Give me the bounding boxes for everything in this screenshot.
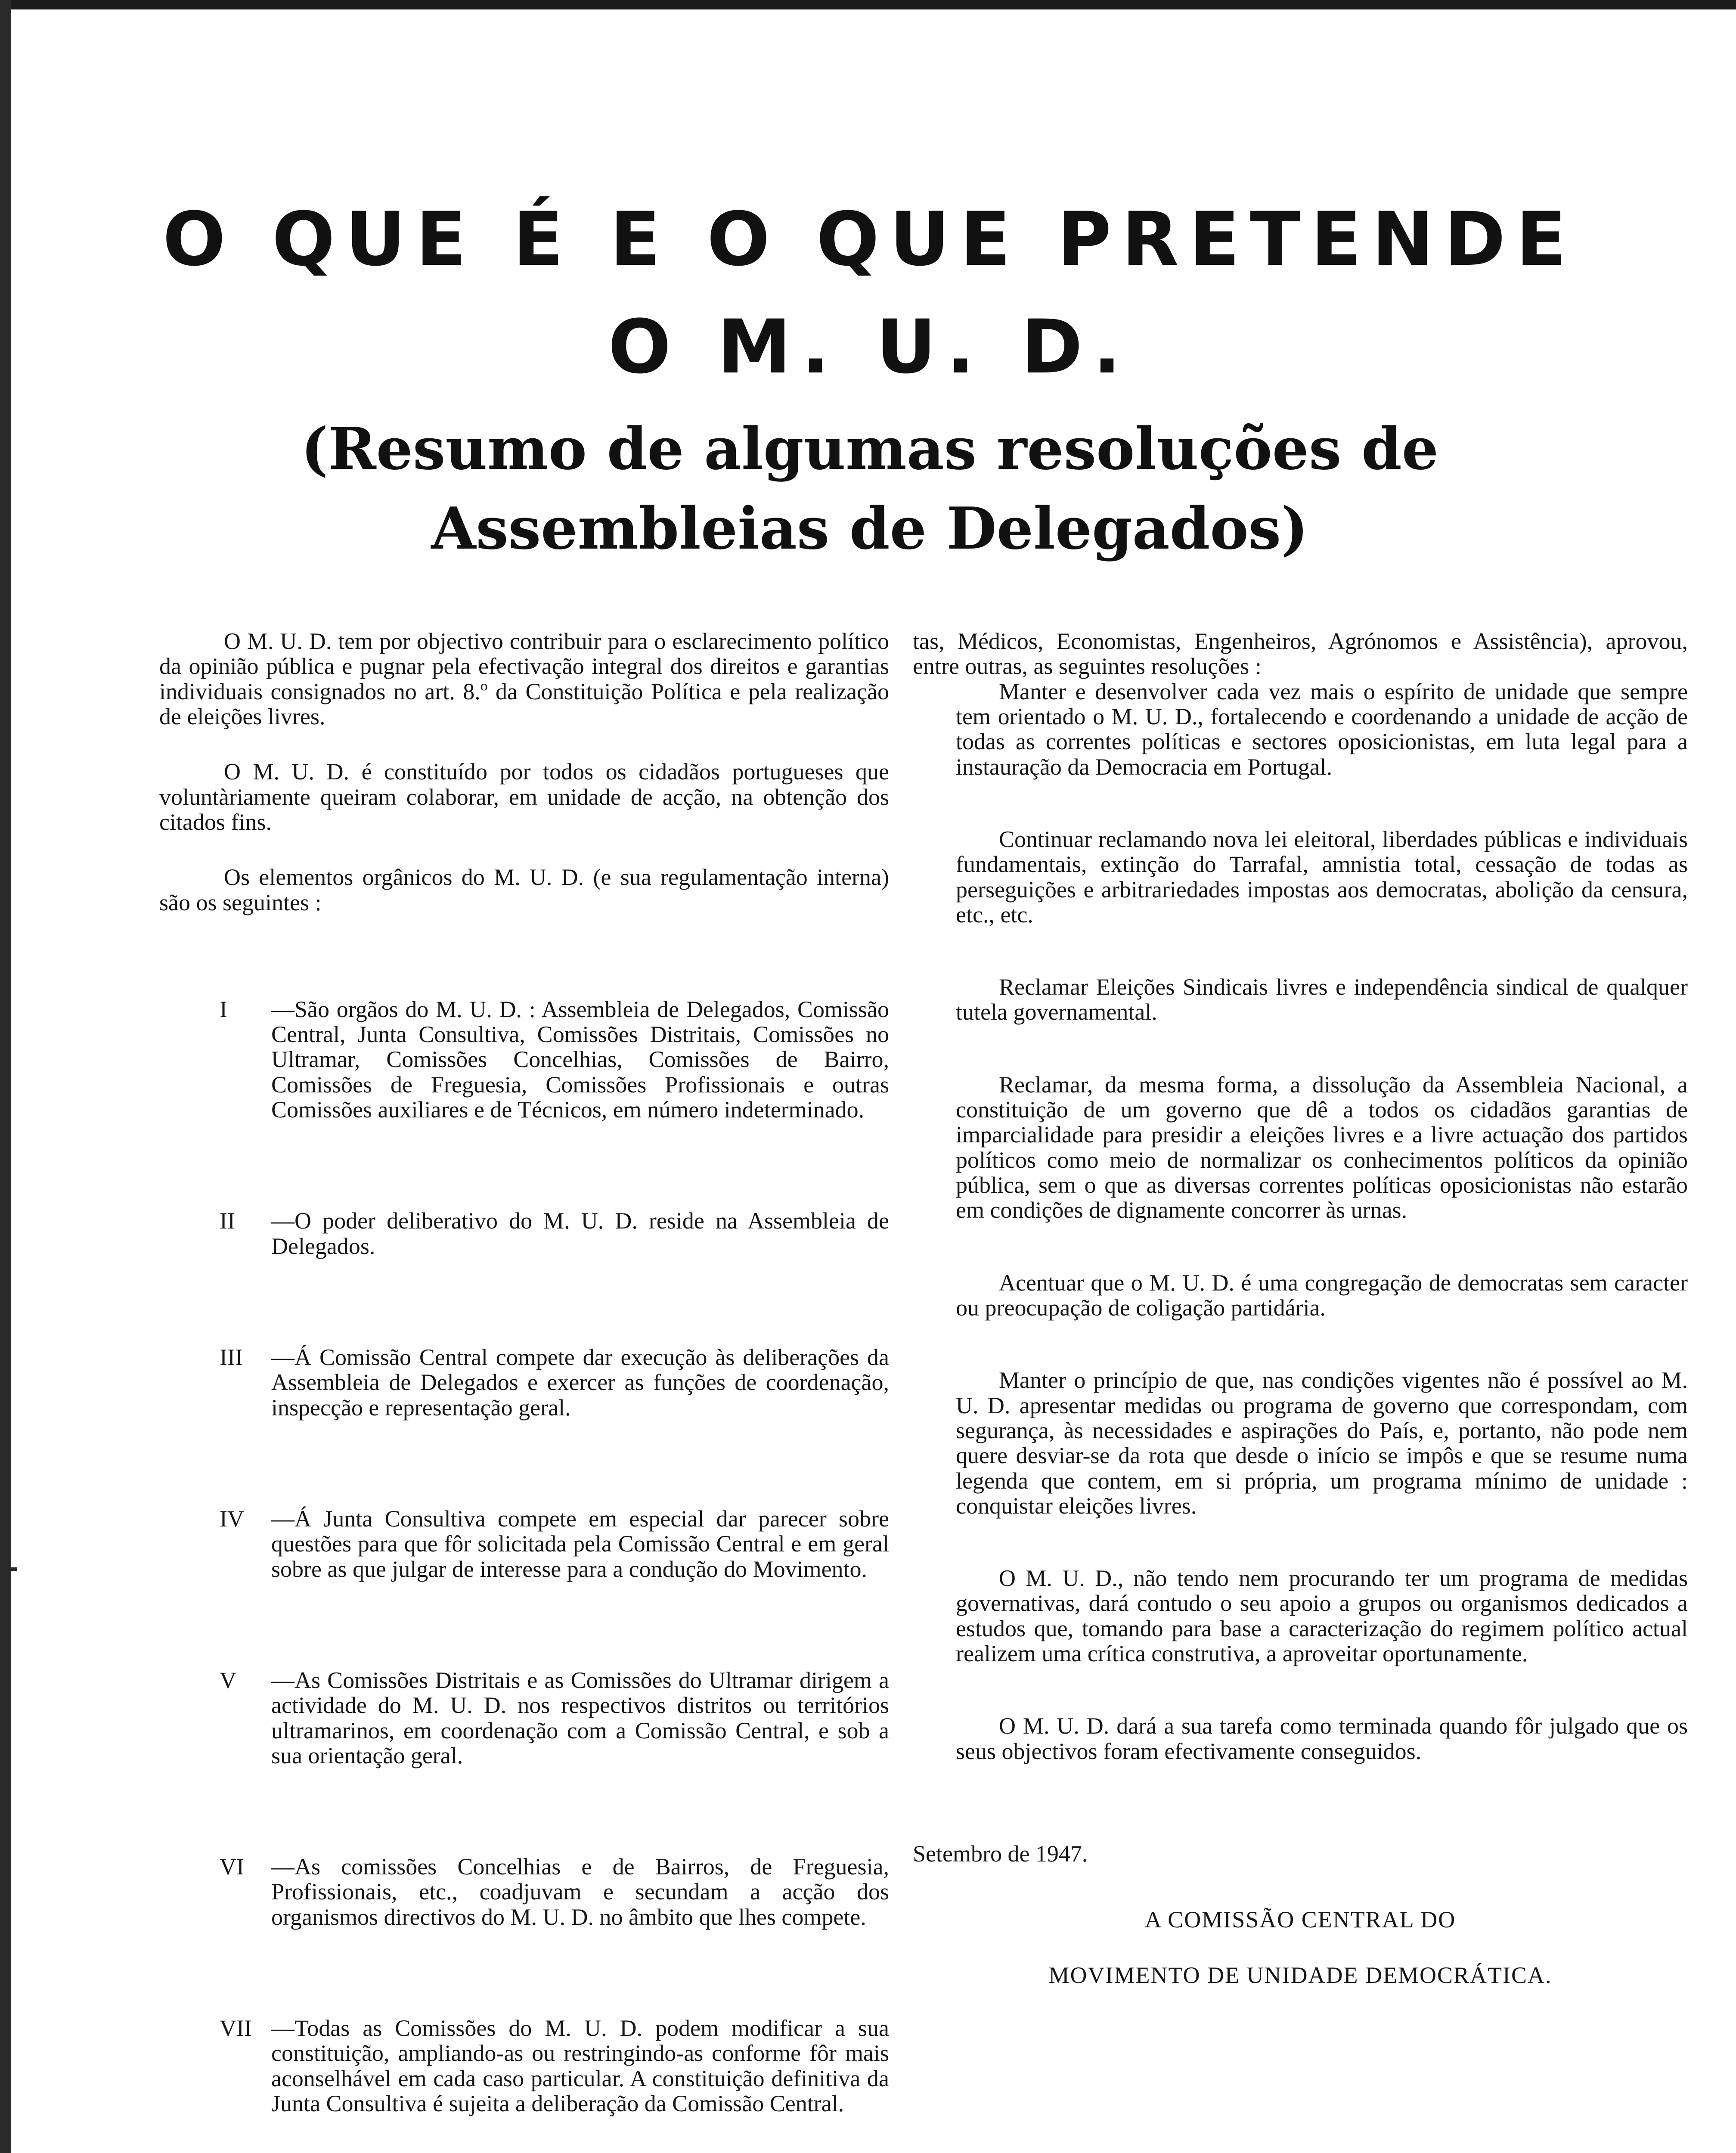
right-column: [913, 629, 1688, 1988]
top-page-border: [0, 0, 1736, 9]
intro-paragraph: O M. U. D. tem por objectivo contribuir para o esclarecimento político da opinião pública e pugnar pela efectivação integral dos direitos e garantias individuais consignados no art. 8.º da Constituição Política e pela realização de eleições livres.: [159, 628, 889, 729]
item-number: V: [220, 1667, 236, 1693]
item-number: VII: [220, 2015, 252, 2041]
item-text: —Á Comissão Central compete dar execução às deliberações da Assembleia de Delegados e exercer as funções de coordenação, inspecção e representação geral.: [271, 1344, 889, 1421]
resolution-paragraph: Reclamar Eleições Sindicais livres e independência sindical de qualquer tutela governamental.: [956, 974, 1688, 1025]
list-item: [159, 997, 889, 1123]
resolution-paragraph: Reclamar, da mesma forma, a dissolução da Assembleia Nacional, a constituição de um governo que dê a todos os cidadãos garantias de imparcialidade para presidir a eleições livres e a livre actuação dos partidos políticos como meio de normalizar os conhecimentos políticos da opinião pública, sem o que as diversas correntes políticas oposicionistas não estarão em condições de dignamente concorrer às urnas.: [956, 1071, 1688, 1223]
item-text: —O poder deliberativo do M. U. D. reside na Assembleia de Delegados.: [271, 1208, 889, 1259]
intro-paragraph: O M. U. D. é constituído por todos os cidadãos portugueses que voluntàriamente queiram colaborar, em unidade de acção, na obtenção dos citados fins.: [159, 759, 889, 835]
resolution-paragraph: Continuar reclamando nova lei eleitoral, liberdades públicas e individuais fundamentais, extinção do Tarrafal, amnistia total, cessação de todas as perseguições e arbitrariedades impostas aos democratas, abolição da censura, etc., etc.: [956, 826, 1688, 928]
subtitle-line-1: (Resumo de algumas resoluções de: [301, 415, 1439, 483]
resolution-paragraph: Manter e desenvolver cada vez mais o espírito de unidade que sempre tem orientado o M. U. D., fortalecendo e coordenando a unidade de acção de todas as correntes políticas e sectores oposicionistas, em luta legal para a instauração da Democracia em Portugal.: [956, 678, 1688, 780]
item-text: —As Comissões Distritais e as Comissões do Ultramar dirigem a actividade do M. U. D. nos respectivos distritos ou territórios ultramarinos, em coordenação com a Comissão Central, e sob a sua orientação geral.: [271, 1667, 889, 1768]
document-date: Setembro de 1947.: [913, 1841, 1088, 1867]
signature-line-2: MOVIMENTO DE UNIDADE DEMOCRÁTICA.: [1048, 1962, 1552, 1988]
item-text: —As comissões Concelhias e de Bairros, de Freguesia, Profissionais, etc., coadjuvam e secundam a acção dos organismos directivos do M. U. D. no âmbito que lhes compete.: [271, 1854, 889, 1930]
list-item: [159, 1506, 889, 1582]
list-item: [159, 1345, 889, 1420]
left-page-border: [0, 0, 11, 2153]
resolution-paragraph: O M. U. D., não tendo nem procurando ter um programa de medidas governativas, dará contudo o seu apoio a grupos ou organismos dedicados a estudos que, tomando para base a caracterização do regimem político actual realizem uma crítica construtiva, a aproveitar oportunamente.: [956, 1565, 1688, 1667]
item-text: —Á Junta Consultiva compete em especial dar parecer sobre questões para que fôr solicitada pela Comissão Central e em geral sobre as que julgar de interesse para a condução do Movimento.: [271, 1505, 889, 1582]
resolution-paragraph: Manter o princípio de que, nas condições vigentes não é possível ao M. U. D. apresentar medidas ou programa de governo que correspondam, com segurança, às necessidades e aspirações do País, e, portanto, não pode nem quere desviar-se da rota que desde o início se impôs e que se resume numa legenda que contem, em si própria, um programa mínimo de unidade : conquistar eleições livres.: [956, 1367, 1688, 1519]
resolution-paragraph: Acentuar que o M. U. D. é uma congregação de democratas sem caracter ou preocupação de coligação partidária.: [956, 1269, 1688, 1321]
list-item: [159, 1668, 889, 1768]
continuation-paragraph: tas, Médicos, Economistas, Engenheiros, Agrónomos e Assistência), aprovou, entre outras, as seguintes resoluções :: [913, 628, 1688, 679]
resolution-paragraph: O M. U. D. dará a sua tarefa como terminada quando fôr julgado que os seus objectivos foram efectivamente conseguidos.: [956, 1713, 1688, 1764]
item-number: II: [220, 1208, 235, 1234]
item-number: III: [220, 1344, 243, 1370]
item-number: VI: [220, 1854, 244, 1880]
list-item: [159, 2016, 889, 2116]
left-column: [159, 629, 889, 2153]
headline-line-2: O M. U. D.: [608, 304, 1132, 390]
subtitle-line-2: Assembleias de Delegados): [431, 494, 1308, 562]
left-border-tick: [0, 1567, 17, 1571]
list-item: [159, 1208, 889, 1259]
intro-paragraph: Os elementos orgânicos do M. U. D. (e sua regulamentação interna) são os seguintes :: [159, 864, 889, 915]
signature-line-1: A COMISSÃO CENTRAL DO: [1144, 1907, 1456, 1933]
item-text: —Todas as Comissões do M. U. D. podem modificar a sua constituição, ampliando-as ou restringindo-as conforme fôr mais aconselhável em cada caso particular. A constituição definitiva da Junta Consultiva é sujeita a deliberação da Comissão Central.: [271, 2015, 889, 2116]
organic-elements-list: [159, 997, 889, 2116]
item-text: —São orgãos do M. U. D. : Assembleia de Delegados, Comissão Central, Junta Consultiva, Comissões Distritais, Comissões no Ultramar, Comissões Concelhias, Comissões de Bairro, Comissões de Freguesia, Comissões Profissionais e outras Comissões auxiliares e de Técnicos, em número indeterminado.: [271, 996, 889, 1123]
item-number: IV: [220, 1505, 244, 1532]
item-number: I: [220, 996, 227, 1022]
headline-line-1: O QUE É E O QUE PRETENDE: [162, 196, 1577, 282]
list-item: [159, 1854, 889, 1930]
